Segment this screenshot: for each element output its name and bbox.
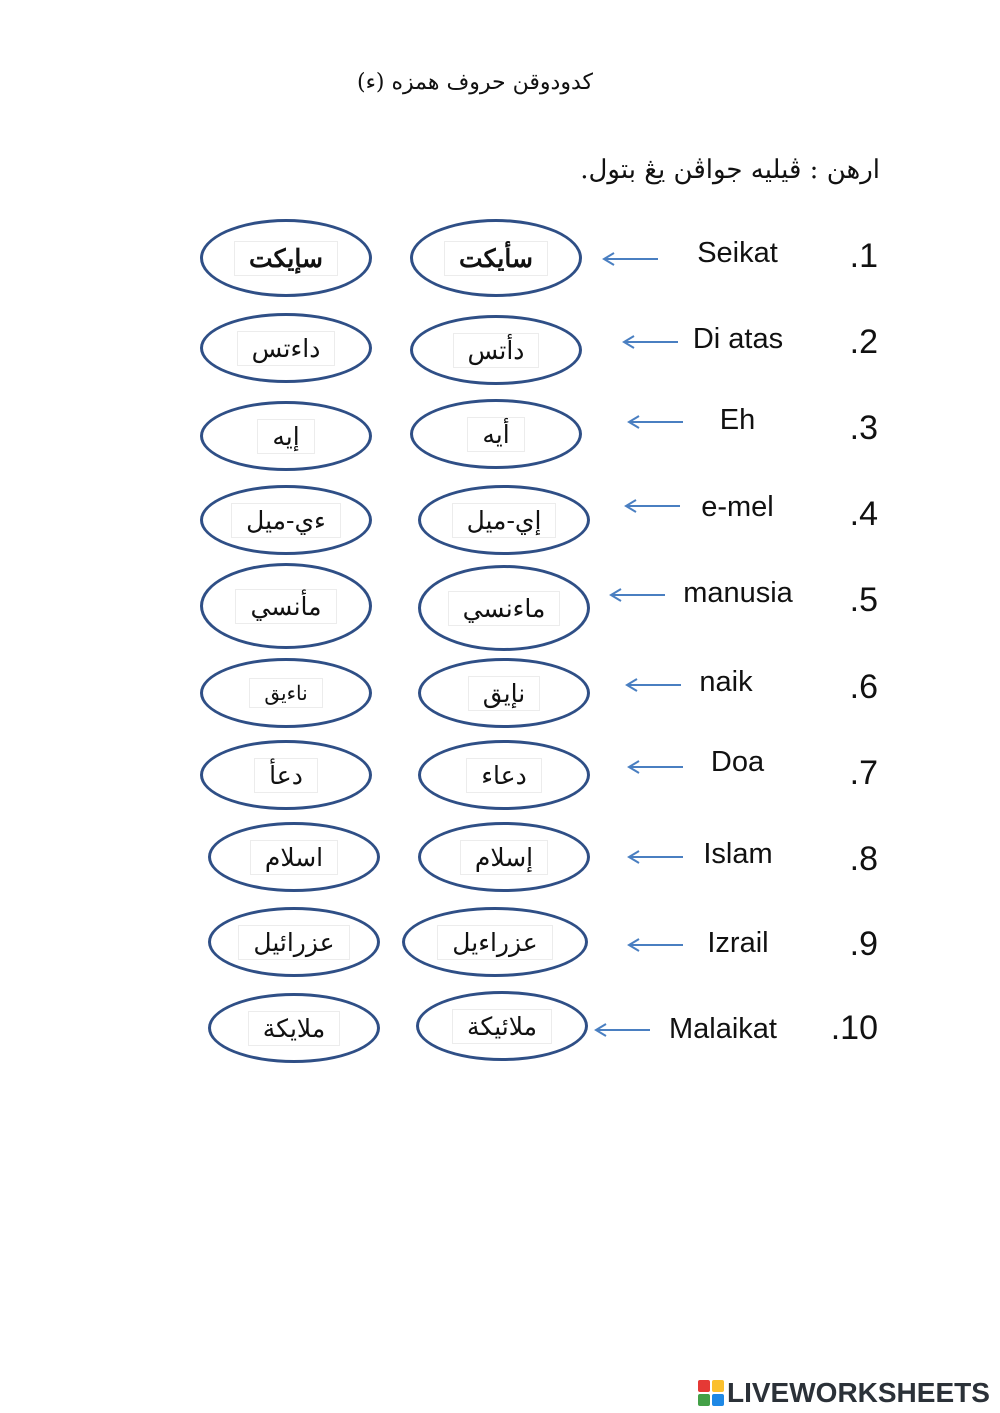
answer-option-left[interactable] <box>418 485 590 555</box>
question-number: .8 <box>849 840 878 878</box>
answer-option-right[interactable] <box>200 313 372 383</box>
question-row <box>0 217 1000 297</box>
answer-text: اسلام <box>250 840 338 875</box>
answer-text: دعاء <box>466 758 541 793</box>
answer-option-left[interactable] <box>416 991 588 1061</box>
answer-option-right[interactable] <box>200 563 372 649</box>
arrow-left-icon <box>623 677 683 693</box>
question-word: Doa <box>710 746 765 778</box>
answer-option-left[interactable] <box>410 399 582 469</box>
question-number: .4 <box>849 495 878 533</box>
question-word: Eh <box>719 404 756 436</box>
answer-text: ملائيكة <box>452 1009 552 1044</box>
question-number: .2 <box>849 323 878 361</box>
answer-text: عزرائيل <box>238 925 349 960</box>
question-number: .10 <box>830 1009 878 1047</box>
question-number: .1 <box>849 237 878 275</box>
arrow-left-icon <box>622 498 682 514</box>
question-row <box>0 313 1000 393</box>
answer-text: ملايكة <box>248 1011 340 1046</box>
answer-text: عزراءيل <box>437 925 552 960</box>
question-word: manusia <box>683 577 793 609</box>
answer-option-left[interactable] <box>410 219 582 297</box>
question-word: naik <box>699 666 753 698</box>
answer-text: نإيق <box>468 676 540 711</box>
answer-option-left[interactable] <box>410 315 582 385</box>
answer-text: مأنسي <box>235 589 336 624</box>
answer-text: سأيكت <box>444 241 548 276</box>
question-word: Izrail <box>707 927 769 959</box>
question-word: e-mel <box>701 491 774 523</box>
worksheet-title: كدودوقن حروف همزه (ء) <box>357 70 593 95</box>
answer-text: داءتس <box>237 331 336 366</box>
arrow-left-icon <box>592 1022 652 1038</box>
question-word: Seikat <box>697 237 778 269</box>
answer-option-left[interactable] <box>402 907 588 977</box>
arrow-left-icon <box>625 759 685 775</box>
question-row <box>0 907 1000 987</box>
logo-icon <box>698 1380 724 1406</box>
arrow-left-icon <box>625 937 685 953</box>
answer-option-right[interactable] <box>208 907 380 977</box>
answer-option-right[interactable] <box>208 993 380 1063</box>
arrow-left-icon <box>620 334 680 350</box>
answer-text: أيه <box>467 417 524 452</box>
question-row <box>0 399 1000 479</box>
question-number: .7 <box>849 754 878 792</box>
arrow-left-icon <box>625 849 685 865</box>
question-row <box>0 740 1000 820</box>
question-number: .6 <box>849 668 878 706</box>
answer-text: إسلام <box>460 840 548 875</box>
answer-option-right[interactable] <box>200 740 372 810</box>
question-number: .5 <box>849 581 878 619</box>
answer-option-left[interactable] <box>418 740 590 810</box>
answer-text: ءي-ميل <box>231 503 341 538</box>
answer-text: دعأ <box>254 758 318 793</box>
question-word: Malaikat <box>669 1013 777 1045</box>
arrow-left-icon <box>625 414 685 430</box>
question-number: .3 <box>849 409 878 447</box>
answer-text: دأتس <box>453 333 540 368</box>
answer-option-left[interactable] <box>418 822 590 892</box>
answer-option-left[interactable] <box>418 565 590 651</box>
answer-text: إيه <box>257 419 314 454</box>
question-row <box>0 485 1000 565</box>
answer-text: سإيكت <box>234 241 338 276</box>
logo-text: LIVEWORKSHEETS <box>727 1377 990 1408</box>
answer-text: ناءيق <box>249 678 322 708</box>
answer-text: ماءنسي <box>448 591 561 626</box>
answer-option-right[interactable] <box>200 219 372 297</box>
answer-option-right[interactable] <box>200 658 372 728</box>
question-word: Islam <box>703 838 773 870</box>
answer-option-right[interactable] <box>208 822 380 892</box>
answer-text: إي-ميل <box>452 503 557 538</box>
arrow-left-icon <box>600 251 660 267</box>
arrow-left-icon <box>607 587 667 603</box>
question-number: .9 <box>849 925 878 963</box>
answer-option-right[interactable] <box>200 485 372 555</box>
answer-option-left[interactable] <box>418 658 590 728</box>
question-row <box>0 563 1000 643</box>
answer-option-right[interactable] <box>200 401 372 471</box>
question-row <box>0 822 1000 902</box>
liveworksheets-logo[interactable] <box>698 1378 990 1408</box>
question-word: Di atas <box>692 323 784 355</box>
worksheet-instruction: ارهن : ڤيليه جواڤن يڠ بتول. <box>580 155 880 185</box>
question-row <box>0 656 1000 736</box>
question-row <box>0 991 1000 1071</box>
